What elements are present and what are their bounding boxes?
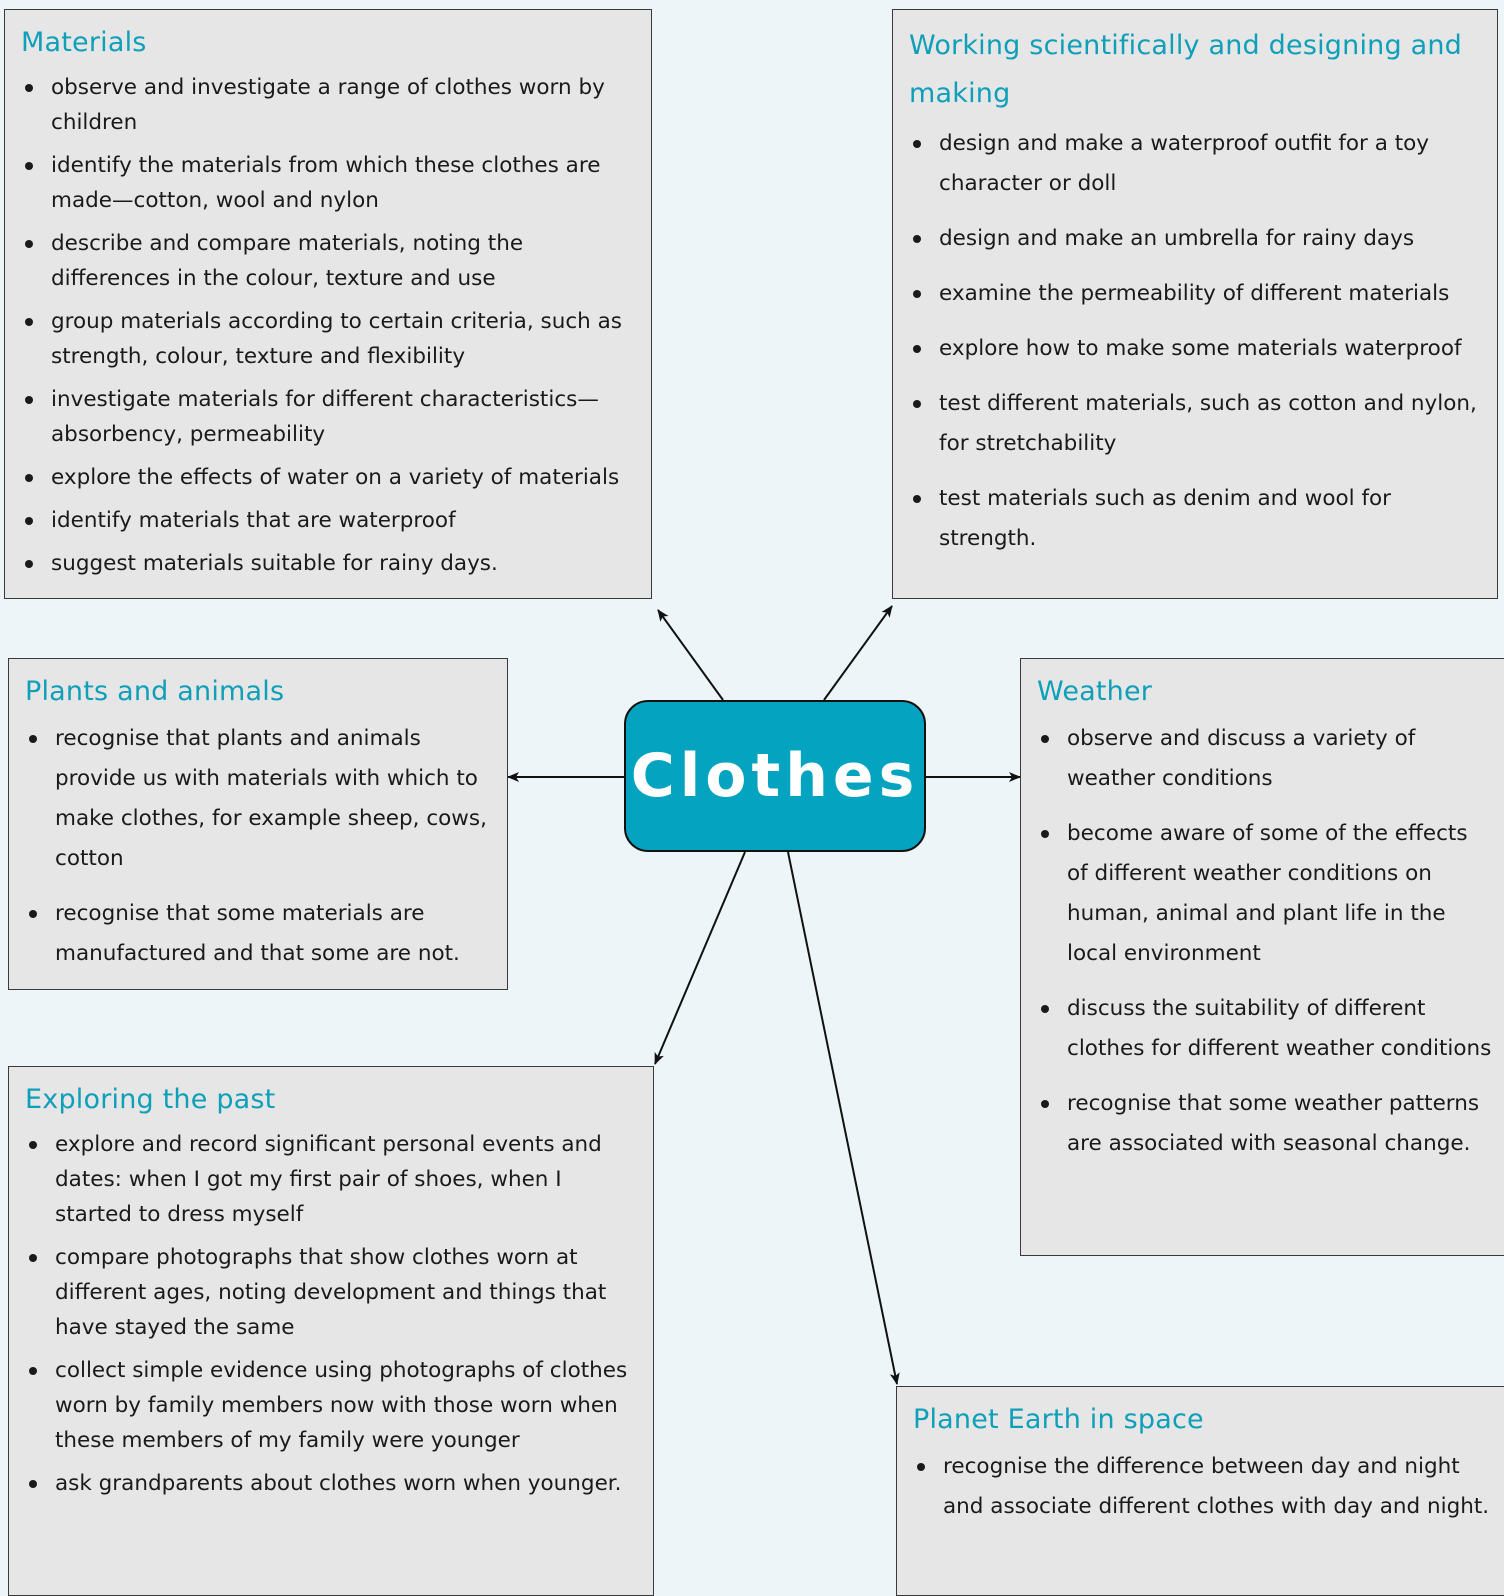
weather-box [1020,658,1504,1256]
planet-earth-list [913,1447,1491,1527]
bullet-item: suggest materials suitable for rainy days. [21,546,637,581]
bullet-item: explore and record significant personal events and dates: when I got my first pair of shoes, when I started to dress myself [25,1127,639,1232]
bullet-item: identify the materials from which these clothes are made—cotton, wool and nylon [21,148,637,218]
bullet-item: recognise that plants and animals provide us with materials with which to make clothes, for example sheep, cows, cotton [25,719,493,879]
arrow-to-past [655,852,745,1064]
materials-list [21,70,637,581]
bullet-item: discuss the suitability of different clothes for different weather conditions [1037,989,1495,1069]
plants-and-animals-title: Plants and animals [25,676,285,707]
bullet-item: recognise that some weather patterns are associated with seasonal change. [1037,1084,1495,1164]
bullet-item: observe and discuss a variety of weather conditions [1037,719,1495,799]
center-topic-label: Clothes [630,741,920,811]
bullet-item: explore how to make some materials waterproof [909,329,1483,369]
plants-and-animals-list [25,719,493,974]
bullet-item: design and make an umbrella for rainy days [909,219,1483,259]
bullet-item: become aware of some of the effects of different weather conditions on human, animal and plant life in the local environment [1037,814,1495,974]
exploring-the-past-list [25,1127,639,1501]
planet-earth-box [896,1386,1504,1596]
bullet-item: test different materials, such as cotton and nylon, for stretchability [909,384,1483,464]
bullet-item: recognise the difference between day and night and associate different clothes with day and night. [913,1447,1491,1527]
materials-box [4,9,652,599]
exploring-the-past-title: Exploring the past [25,1084,276,1115]
bullet-item: describe and compare materials, noting the differences in the colour, texture and use [21,226,637,296]
bullet-item: design and make a waterproof outfit for a toy character or doll [909,124,1483,204]
bullet-item: test materials such as denim and wool for strength. [909,479,1483,559]
bullet-item: investigate materials for different characteristics—absorbency, permeability [21,382,637,452]
bullet-item: collect simple evidence using photographs of clothes worn by family members now with those worn when these members of my family were younger [25,1353,639,1458]
bullet-item: ask grandparents about clothes worn when younger. [25,1466,639,1501]
working-scientifically-list [909,124,1483,559]
arrow-to-earth [788,852,897,1384]
weather-title: Weather [1037,676,1153,707]
planet-earth-title: Planet Earth in space [913,1404,1204,1435]
bullet-item: examine the permeability of different materials [909,274,1483,314]
working-scientifically-title: Working scientifically and designing and making [909,30,1462,109]
center-topic-node [624,700,926,852]
bullet-item: observe and investigate a range of clothes worn by children [21,70,637,140]
exploring-the-past-box [8,1066,654,1596]
plants-and-animals-box [8,658,508,990]
bullet-item: explore the effects of water on a variety of materials [21,460,637,495]
working-scientifically-box [892,9,1498,599]
bullet-item: recognise that some materials are manufactured and that some are not. [25,894,493,974]
bullet-item: compare photographs that show clothes worn at different ages, noting development and things that have stayed the same [25,1240,639,1345]
bullet-item: identify materials that are waterproof [21,503,637,538]
bullet-item: group materials according to certain criteria, such as strength, colour, texture and flexibility [21,304,637,374]
arrow-to-materials [658,610,723,700]
arrow-to-working [824,606,892,700]
weather-list [1037,719,1495,1164]
materials-title: Materials [21,27,147,58]
